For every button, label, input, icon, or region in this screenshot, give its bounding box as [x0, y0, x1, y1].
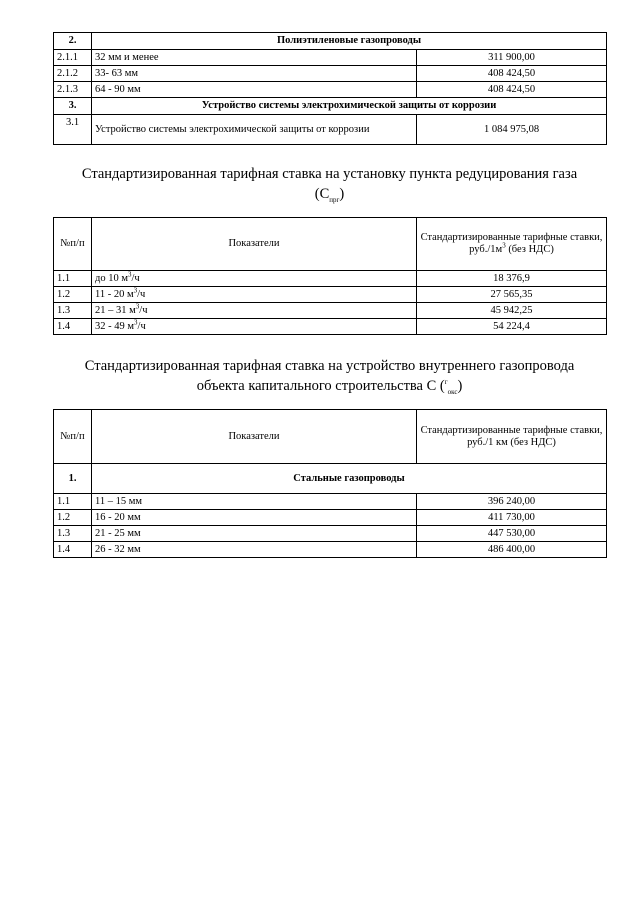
row-value: 54 224,4	[417, 319, 607, 335]
section-title: Стальные газопроводы	[92, 464, 607, 494]
table-header-row	[54, 218, 607, 271]
row-label	[92, 287, 417, 303]
header-rate-sup: 3	[502, 241, 506, 250]
row-label: 26 - 32 мм	[92, 542, 417, 558]
row-value: 411 730,00	[417, 510, 607, 526]
header-number: №п/п	[54, 410, 92, 464]
heading-oks	[53, 356, 606, 396]
heading-oks-prefix: объекта капитального строительства С (	[196, 378, 445, 394]
table-header-row	[54, 410, 607, 464]
row-number: 1.1	[54, 494, 92, 510]
row-value: 408 424,50	[417, 66, 607, 82]
heading-prg-line2	[53, 184, 606, 204]
row-label: 32 мм и менее	[92, 50, 417, 66]
row-number: 1.	[54, 464, 92, 494]
heading-oks-line2	[53, 376, 606, 396]
row-label-text: до 10 м	[95, 272, 128, 284]
heading-oks-superscript: г	[444, 378, 448, 387]
row-label: 33- 63 мм	[92, 66, 417, 82]
row-number: 2.1.2	[54, 66, 92, 82]
row-number: 1.4	[54, 319, 92, 335]
table-row	[54, 82, 607, 98]
heading-oks-suffix: )	[457, 378, 463, 394]
section-title: Полиэтиленовые газопроводы	[92, 33, 607, 50]
row-value: 1 084 975,08	[417, 115, 607, 145]
row-label-text: 11 - 20 м	[95, 288, 134, 300]
row-label: 11 – 15 мм	[92, 494, 417, 510]
row-number: 1.1	[54, 271, 92, 287]
header-number: №п/п	[54, 218, 92, 271]
header-rate-tail: (без НДС)	[505, 244, 554, 255]
row-label	[92, 271, 417, 287]
table-row	[54, 287, 607, 303]
header-rate-text: Стандартизированные тарифные ставки, руб./1м	[420, 232, 603, 255]
table-row	[54, 510, 607, 526]
row-number: 1.3	[54, 526, 92, 542]
table-section-row	[54, 33, 607, 50]
table-row	[54, 50, 607, 66]
table-row	[54, 542, 607, 558]
row-number: 2.	[54, 33, 92, 50]
header-rate	[417, 218, 607, 271]
table-row	[54, 303, 607, 319]
row-number: 1.2	[54, 287, 92, 303]
table-row	[54, 66, 607, 82]
row-label-text: 32 - 49 м	[95, 320, 135, 332]
row-number: 2.1.1	[54, 50, 92, 66]
row-label-unit: /ч	[131, 272, 140, 284]
row-label	[92, 303, 417, 319]
row-value: 486 400,00	[417, 542, 607, 558]
row-label-sup: 3	[133, 286, 138, 294]
row-number: 3.1	[54, 115, 92, 145]
row-number: 1.2	[54, 510, 92, 526]
row-label: 64 - 90 мм	[92, 82, 417, 98]
row-label-sup: 3	[134, 318, 138, 326]
table-row	[54, 526, 607, 542]
row-label-unit: /ч	[139, 304, 148, 316]
row-value: 447 530,00	[417, 526, 607, 542]
row-label-sup: 3	[135, 302, 140, 310]
table-oks-rates	[53, 409, 607, 558]
table-prg-rates	[53, 217, 607, 335]
row-label: 16 - 20 мм	[92, 510, 417, 526]
table-section-row	[54, 98, 607, 115]
row-value: 396 240,00	[417, 494, 607, 510]
heading-prg-suffix: )	[339, 186, 345, 202]
table-row	[54, 115, 607, 145]
row-label	[92, 319, 417, 335]
heading-prg-subscript: прг	[329, 195, 340, 204]
row-number: 1.4	[54, 542, 92, 558]
row-label-unit: /ч	[137, 320, 146, 332]
row-value: 27 565,35	[417, 287, 607, 303]
row-value: 45 942,25	[417, 303, 607, 319]
row-value: 18 376,9	[417, 271, 607, 287]
table-row	[54, 319, 607, 335]
row-label-sup: 3	[128, 270, 132, 278]
row-value: 311 900,00	[417, 50, 607, 66]
header-indicator: Показатели	[92, 218, 417, 271]
row-number: 3.	[54, 98, 92, 115]
header-indicator: Показатели	[92, 410, 417, 464]
heading-prg-prefix: (С	[314, 186, 330, 202]
table-row	[54, 494, 607, 510]
heading-prg-line1: Стандартизированная тарифная ставка на установку пункта редуцирования газа	[81, 166, 578, 182]
section-title: Устройство системы электрохимической защиты от коррозии	[92, 98, 607, 115]
row-number: 1.3	[54, 303, 92, 319]
table-steel-poly-ecp	[53, 32, 607, 145]
row-label: Устройство системы электрохимической защиты от коррозии	[92, 115, 417, 145]
heading-oks-subscript: окс	[447, 387, 458, 396]
table-section-row	[54, 464, 607, 494]
row-label-text: 21 – 31 м	[95, 304, 136, 316]
row-label-unit: /ч	[137, 288, 146, 300]
row-value: 408 424,50	[417, 82, 607, 98]
heading-oks-line1: Стандартизированная тарифная ставка на устройство внутреннего газопровода	[84, 358, 575, 374]
header-rate: Стандартизированные тарифные ставки, руб./1 км (без НДС)	[417, 410, 607, 464]
row-number: 2.1.3	[54, 82, 92, 98]
row-label: 21 - 25 мм	[92, 526, 417, 542]
heading-prg	[53, 164, 606, 204]
table-row	[54, 271, 607, 287]
